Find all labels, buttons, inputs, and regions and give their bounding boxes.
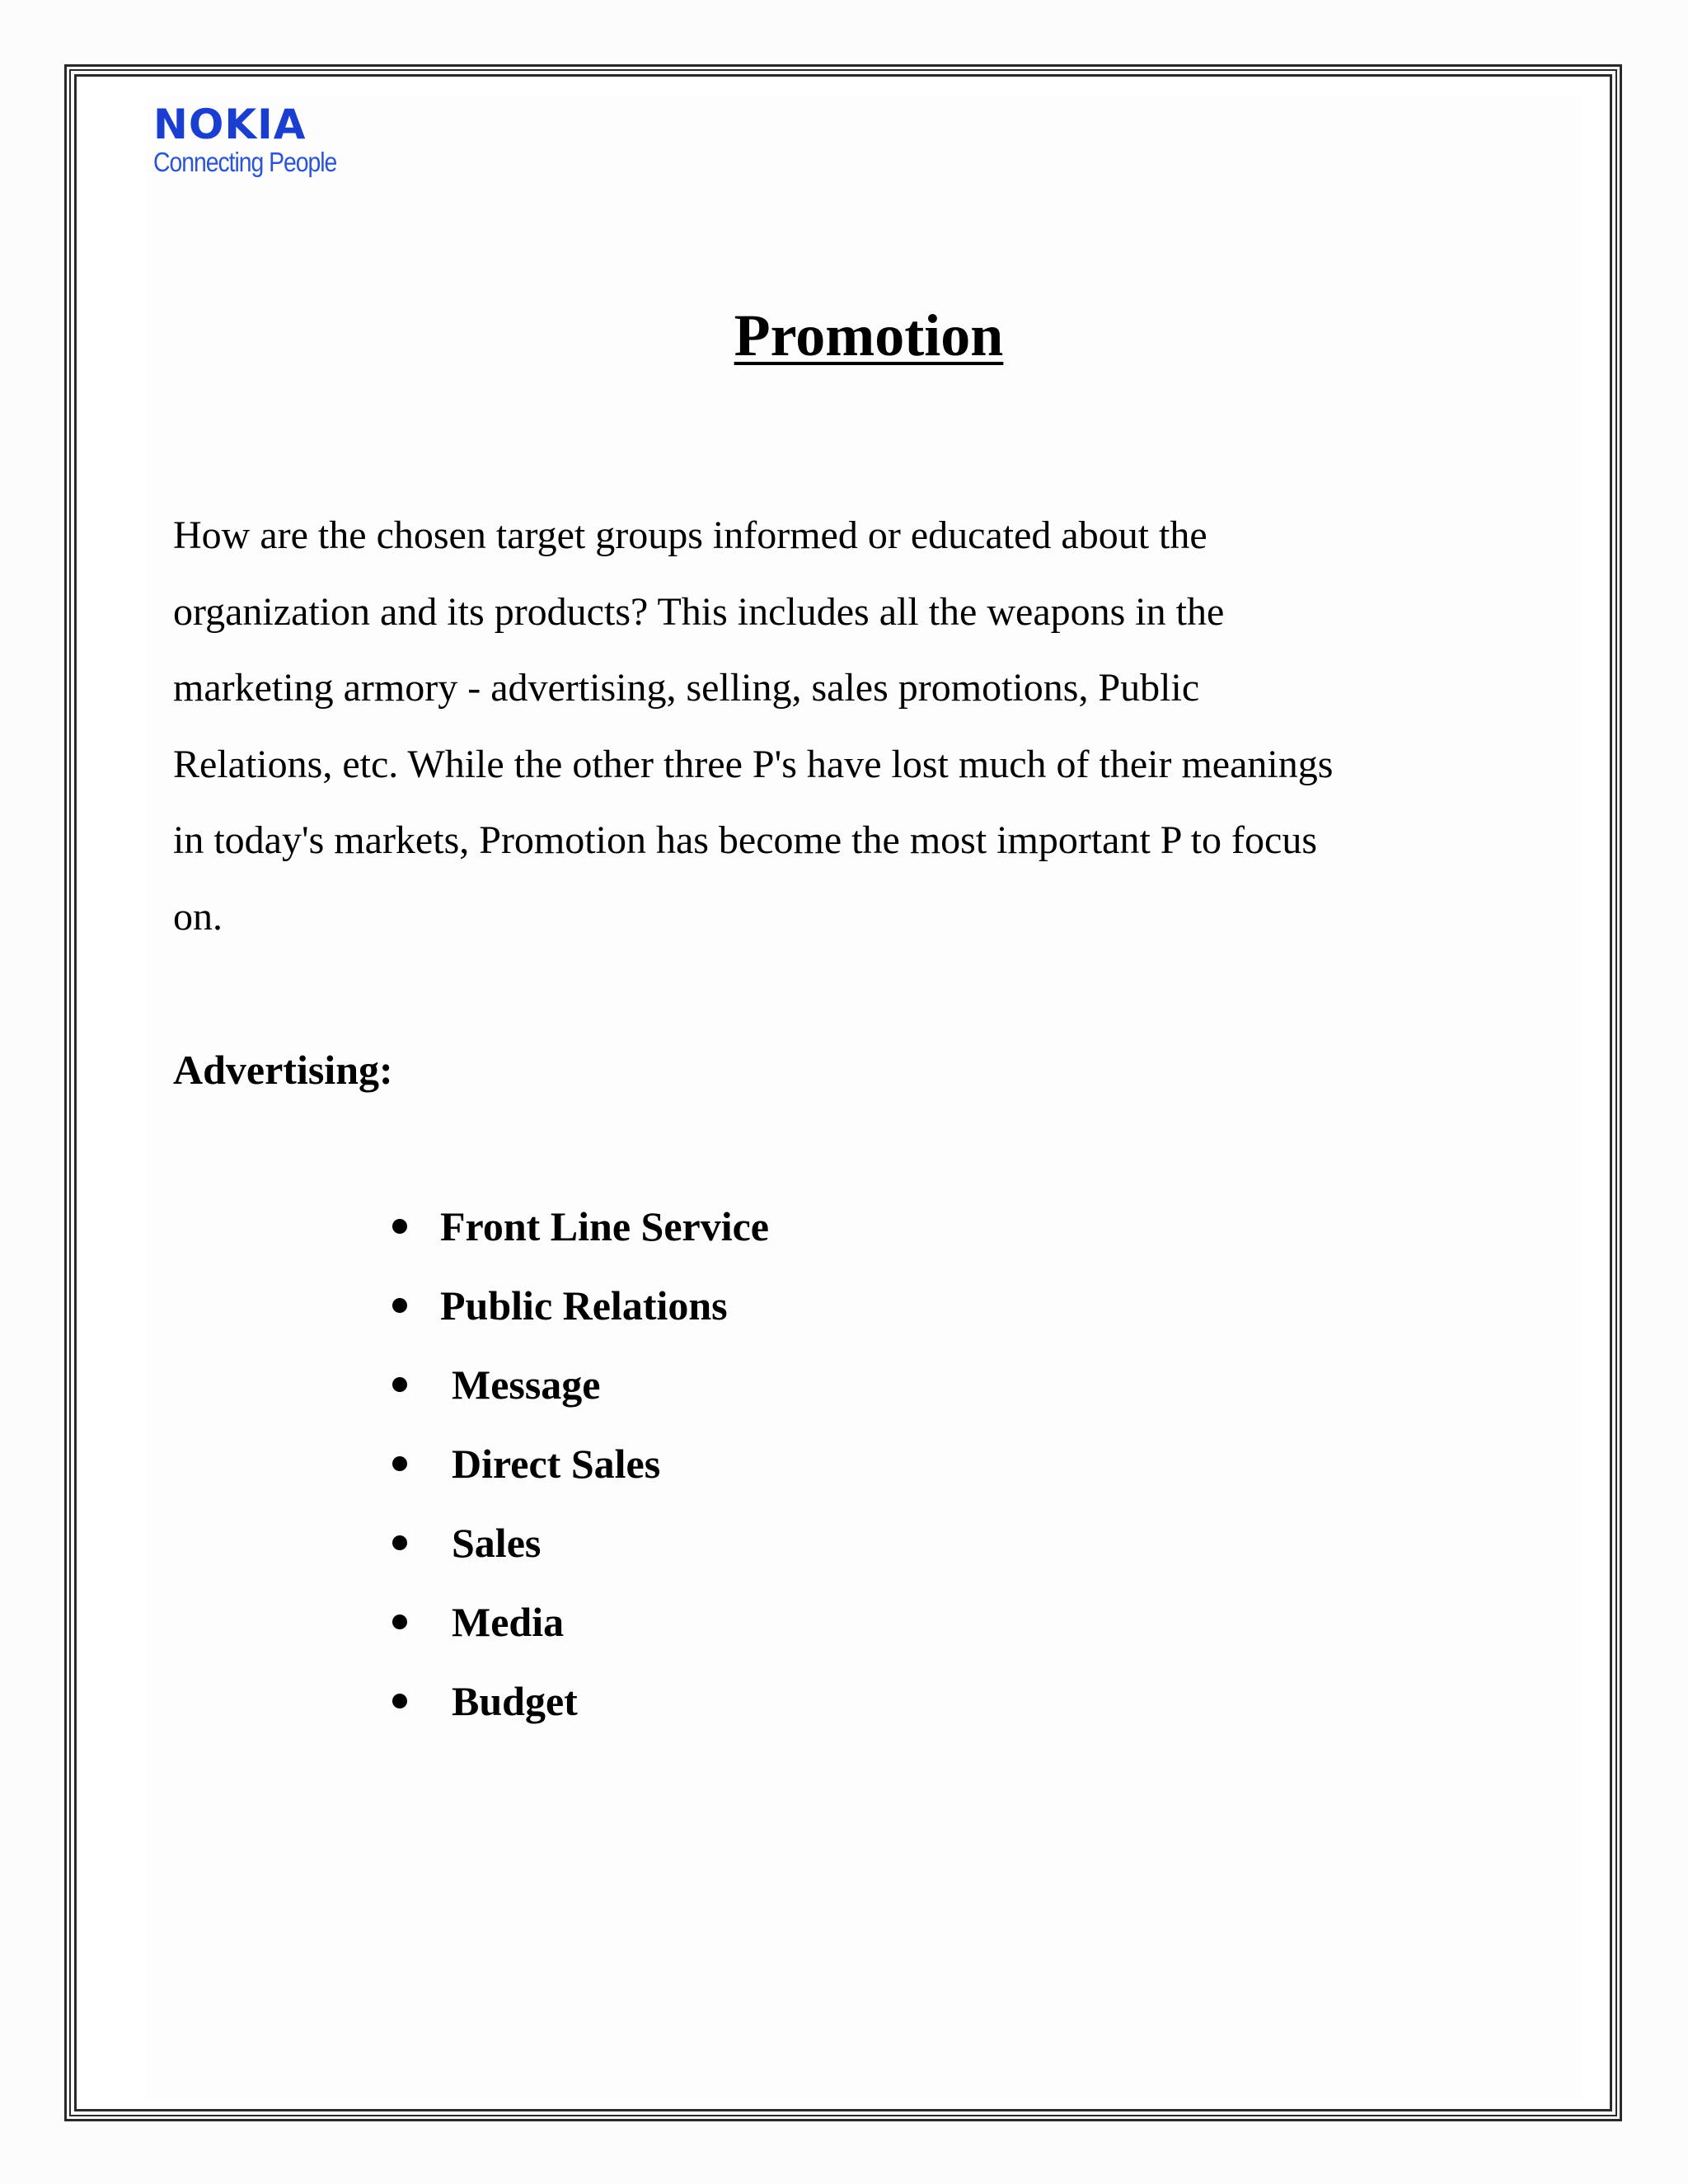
list-item-label: Direct Sales: [452, 1441, 661, 1487]
list-item: [392, 1661, 769, 1741]
list-item: [392, 1503, 769, 1582]
list-item-label: Message: [452, 1361, 601, 1408]
list-item: [392, 1266, 769, 1345]
body-line: on.: [173, 894, 223, 939]
logo-wordmark: NOKIA: [153, 101, 307, 148]
list-item-label: Front Line Service: [440, 1203, 769, 1249]
body-paragraph: [173, 498, 1492, 955]
bullet-icon: [392, 1456, 407, 1471]
body-line: organization and its products? This includes all the weapons in the: [173, 589, 1225, 634]
body-line: How are the chosen target groups informed or educated about the: [173, 513, 1207, 557]
list-item: [392, 1187, 769, 1266]
body-line: Relations, etc. While the other three P's have lost much of their meanings: [173, 742, 1334, 786]
page-title: Promotion: [734, 302, 1004, 368]
list-item-label: Media: [452, 1599, 565, 1645]
list-item: [392, 1582, 769, 1661]
bullet-icon: [392, 1219, 407, 1234]
bullet-icon: [392, 1694, 407, 1708]
body-line: in today's markets, Promotion has become the most important P to focus: [173, 818, 1318, 862]
list-item-label: Budget: [452, 1678, 578, 1724]
logo-tagline: Connecting People: [153, 147, 337, 177]
bullet-icon: [392, 1535, 407, 1550]
body-line: marketing armory - advertising, selling, sales promotions, Public: [173, 666, 1200, 710]
bullet-icon: [392, 1298, 407, 1313]
bullet-icon: [392, 1377, 407, 1392]
section-heading-advertising: Advertising:: [173, 1047, 393, 1093]
list-item-label: Sales: [452, 1520, 542, 1566]
bullet-icon: [392, 1615, 407, 1629]
list-item: [392, 1345, 769, 1424]
list-item: [392, 1424, 769, 1503]
list-item-label: Public Relations: [440, 1282, 728, 1329]
advertising-bullet-list: [392, 1187, 769, 1741]
nokia-logo: [153, 101, 351, 178]
